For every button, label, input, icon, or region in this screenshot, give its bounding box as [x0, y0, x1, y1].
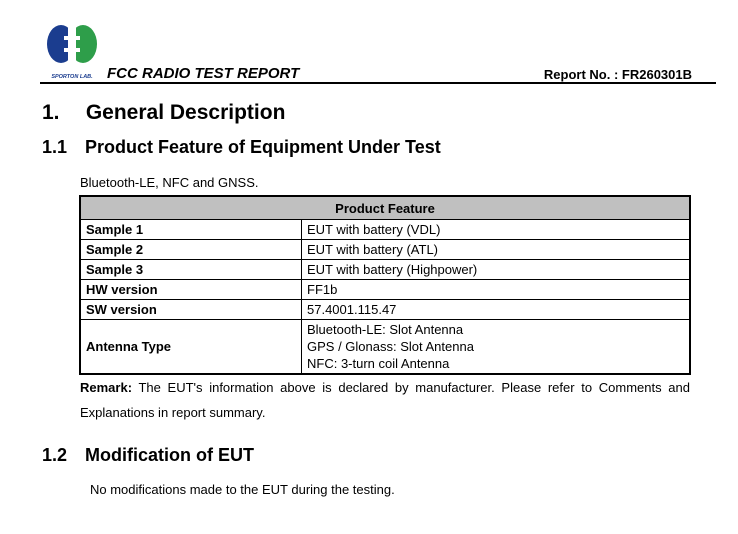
row-label: Sample 1: [80, 220, 302, 240]
subsection-number: 1.2: [42, 445, 68, 465]
row-value: EUT with battery (Highpower): [302, 260, 691, 280]
svg-text:SPORTON LAB.: SPORTON LAB.: [51, 74, 93, 80]
table-row: [80, 220, 690, 240]
row-value: EUT with battery (ATL): [302, 240, 691, 260]
sporton-logo: [44, 22, 100, 80]
row-value: 57.4001.115.47: [302, 300, 691, 320]
modification-text: No modifications made to the EUT during the testing.: [90, 482, 395, 497]
page-header: [40, 20, 716, 84]
table-row-antenna: [80, 320, 690, 375]
section-title: General Description: [85, 101, 286, 124]
row-label: Sample 3: [80, 260, 302, 280]
table-header: Product Feature: [80, 196, 690, 220]
section-number: 1.: [42, 101, 60, 124]
subsection-title: Product Feature of Equipment Under Test: [85, 137, 441, 157]
row-label: SW version: [80, 300, 302, 320]
report-title: FCC RADIO TEST REPORT: [107, 65, 300, 82]
row-label: HW version: [80, 280, 302, 300]
row-label: Sample 2: [80, 240, 302, 260]
row-label: Antenna Type: [80, 320, 302, 375]
table-row: [80, 300, 690, 320]
remark-label: Remark:: [80, 380, 133, 395]
subsection-heading-product-feature: [42, 137, 441, 158]
table-row: [80, 280, 690, 300]
antenna-value: NFC: 3-turn coil Antenna: [307, 356, 450, 371]
product-intro-text: Bluetooth-LE, NFC and GNSS.: [80, 175, 259, 190]
subsection-number: 1.1: [42, 137, 68, 157]
table-row: [80, 260, 690, 280]
remark-paragraph: [80, 375, 690, 425]
subsection-title: Modification of EUT: [85, 445, 254, 465]
row-value: FF1b: [302, 280, 691, 300]
header-divider: [40, 82, 716, 84]
section-heading-general-description: [42, 101, 285, 125]
report-number: Report No. : FR260301B: [543, 67, 692, 82]
antenna-value: GPS / Glonass: Slot Antenna: [307, 339, 474, 354]
subsection-heading-modification: [42, 445, 254, 466]
antenna-values: [302, 320, 691, 375]
antenna-value: Bluetooth-LE: Slot Antenna: [307, 322, 464, 337]
table-row: [80, 240, 690, 260]
product-feature-table: [79, 195, 691, 375]
row-value: EUT with battery (VDL): [302, 220, 691, 240]
remark-text: The EUT's information above is declared by manufacturer. Please refer to Comments and Explanations in report summary.: [80, 380, 690, 420]
